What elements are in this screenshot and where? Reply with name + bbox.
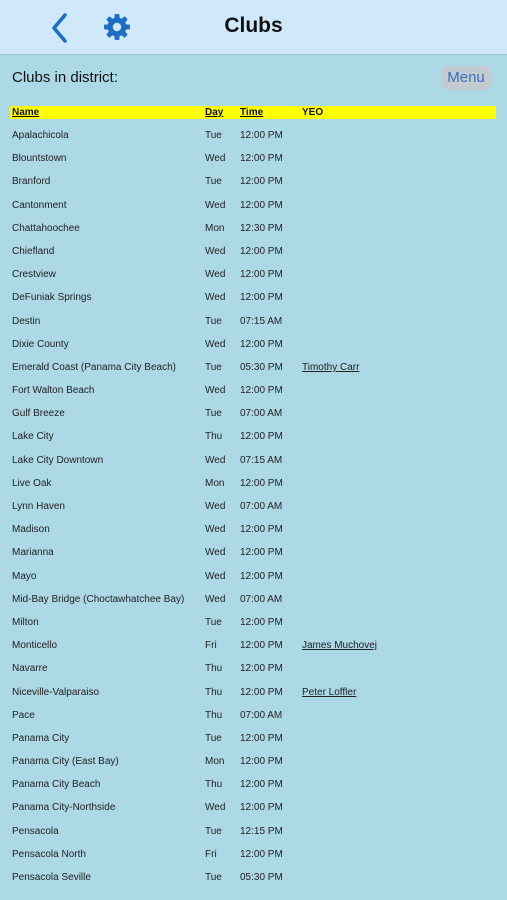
table-row[interactable] <box>10 356 496 379</box>
club-day: Tue <box>205 361 222 373</box>
club-day: Wed <box>205 385 226 397</box>
table-row[interactable] <box>10 495 496 518</box>
club-name: Panama City-Northside <box>12 802 116 814</box>
club-name: Lake City <box>12 431 54 443</box>
club-yeo[interactable]: Timothy Carr <box>302 361 360 373</box>
club-time: 12:00 PM <box>240 199 283 211</box>
club-name: Lake City Downtown <box>12 454 104 466</box>
table-row[interactable] <box>10 263 496 286</box>
club-name: Branford <box>12 176 51 188</box>
club-day: Wed <box>205 524 226 536</box>
club-time: 12:00 PM <box>240 848 283 860</box>
club-name: Pensacola <box>12 825 59 837</box>
club-day: Fri <box>205 848 217 860</box>
menu-button[interactable]: Menu <box>441 66 491 90</box>
club-name: Emerald Coast (Panama City Beach) <box>12 361 176 373</box>
club-day: Thu <box>205 663 223 675</box>
club-day: Thu <box>205 431 223 443</box>
table-row[interactable] <box>10 843 496 866</box>
table-row[interactable] <box>10 379 496 402</box>
club-name: Marianna <box>12 547 54 559</box>
club-day: Wed <box>205 454 226 466</box>
club-time: 12:30 PM <box>240 222 283 234</box>
club-time: 05:30 PM <box>240 361 283 373</box>
club-name: Pace <box>12 709 35 721</box>
club-name: Gulf Breeze <box>12 408 65 420</box>
table-row[interactable] <box>10 310 496 333</box>
club-time: 12:00 PM <box>240 292 283 304</box>
table-header <box>10 106 496 119</box>
club-time: 12:00 PM <box>240 176 283 188</box>
club-name: Milton <box>12 616 39 628</box>
table-row[interactable] <box>10 147 496 170</box>
club-name: Madison <box>12 524 50 536</box>
table-row[interactable] <box>10 472 496 495</box>
table-row[interactable] <box>10 820 496 843</box>
table-row[interactable] <box>10 681 496 704</box>
club-day: Wed <box>205 593 226 605</box>
club-yeo[interactable]: James Muchovej <box>302 640 378 652</box>
table-row[interactable] <box>10 170 496 193</box>
nav-bar <box>0 0 507 55</box>
header-time[interactable]: Time <box>240 107 264 118</box>
table-row[interactable] <box>10 518 496 541</box>
club-day: Wed <box>205 153 226 165</box>
club-day: Wed <box>205 292 226 304</box>
club-time: 12:00 PM <box>240 477 283 489</box>
club-time: 12:00 PM <box>240 640 283 652</box>
club-time: 12:00 PM <box>240 802 283 814</box>
table-row[interactable] <box>10 449 496 472</box>
club-time: 12:00 PM <box>240 547 283 559</box>
club-name: Cantonment <box>12 199 67 211</box>
club-name: Live Oak <box>12 477 52 489</box>
club-day: Mon <box>205 756 225 768</box>
club-day: Thu <box>205 686 223 698</box>
table-row[interactable] <box>10 588 496 611</box>
club-time: 12:00 PM <box>240 779 283 791</box>
table-row[interactable] <box>10 704 496 727</box>
club-day: Fri <box>205 640 217 652</box>
club-name: Dixie County <box>12 338 69 350</box>
club-time: 12:15 PM <box>240 825 283 837</box>
club-name: Mayo <box>12 570 37 582</box>
page-title: Clubs <box>224 14 283 37</box>
header-day[interactable]: Day <box>205 107 224 118</box>
club-name: Lynn Haven <box>12 501 65 512</box>
club-day: Wed <box>205 501 226 512</box>
club-name: Pensacola Seville <box>12 872 91 883</box>
club-name: Chiefland <box>12 245 55 257</box>
table-row[interactable] <box>10 286 496 309</box>
club-name: Mid-Bay Bridge (Choctawhatchee Bay) <box>12 593 185 605</box>
club-day: Tue <box>205 315 222 327</box>
club-time: 12:00 PM <box>240 245 283 257</box>
clubs-table <box>10 106 496 889</box>
club-name: Apalachicola <box>12 130 69 141</box>
table-row[interactable] <box>10 634 496 657</box>
table-row[interactable] <box>10 124 496 147</box>
club-time: 07:15 AM <box>240 454 283 466</box>
club-time: 07:00 AM <box>240 501 283 512</box>
header-yeo: YEO <box>302 107 324 118</box>
club-day: Thu <box>205 709 223 721</box>
table-row[interactable] <box>10 402 496 425</box>
club-day: Wed <box>205 245 226 257</box>
table-row[interactable] <box>10 565 496 588</box>
table-row[interactable] <box>10 611 496 634</box>
club-day: Wed <box>205 802 226 814</box>
table-body <box>10 124 496 889</box>
club-time: 12:00 PM <box>240 732 283 744</box>
club-time: 12:00 PM <box>240 130 283 141</box>
club-time: 12:00 PM <box>240 153 283 165</box>
club-name: Monticello <box>12 640 58 652</box>
club-name: Fort Walton Beach <box>12 385 95 397</box>
club-name: Panama City <box>12 732 70 744</box>
table-row[interactable] <box>10 773 496 796</box>
club-yeo[interactable]: Peter Loffler <box>302 686 357 698</box>
club-time: 12:00 PM <box>240 385 283 397</box>
club-time: 12:00 PM <box>240 524 283 536</box>
club-time: 07:00 AM <box>240 709 283 721</box>
table-row[interactable] <box>10 333 496 356</box>
header-name[interactable]: Name <box>12 107 40 118</box>
club-day: Tue <box>205 825 222 837</box>
club-day: Tue <box>205 408 222 420</box>
club-time: 05:30 PM <box>240 872 283 883</box>
club-time: 07:00 AM <box>240 593 283 605</box>
table-row[interactable] <box>10 425 496 448</box>
club-name: Panama City Beach <box>12 779 101 791</box>
club-name: Niceville-Valparaiso <box>12 686 100 698</box>
table-row[interactable] <box>10 217 496 240</box>
table-row[interactable] <box>10 541 496 564</box>
club-day: Mon <box>205 222 225 234</box>
table-row[interactable] <box>10 240 496 263</box>
club-day: Wed <box>205 570 226 582</box>
table-row[interactable] <box>10 194 496 217</box>
club-time: 12:00 PM <box>240 431 283 443</box>
section-label: Clubs in district: <box>12 69 118 86</box>
club-day: Wed <box>205 199 226 211</box>
club-time: 12:00 PM <box>240 686 283 698</box>
club-day: Tue <box>205 176 222 188</box>
club-day: Tue <box>205 616 222 628</box>
club-name: Pensacola North <box>12 848 86 860</box>
club-time: 12:00 PM <box>240 663 283 675</box>
club-time: 12:00 PM <box>240 338 283 350</box>
club-day: Mon <box>205 477 225 489</box>
club-name: Navarre <box>12 663 48 675</box>
club-name: Crestview <box>12 269 56 281</box>
table-row[interactable] <box>10 796 496 819</box>
table-row[interactable] <box>10 657 496 680</box>
club-time: 12:00 PM <box>240 756 283 768</box>
table-row[interactable] <box>10 727 496 750</box>
club-name: Chattahoochee <box>12 222 80 234</box>
club-day: Tue <box>205 732 222 744</box>
club-name: Panama City (East Bay) <box>12 756 119 768</box>
club-time: 12:00 PM <box>240 269 283 281</box>
club-day: Thu <box>205 779 223 791</box>
club-name: Destin <box>12 315 41 327</box>
club-day: Tue <box>205 130 222 141</box>
club-day: Wed <box>205 269 226 281</box>
club-name: Blountstown <box>12 153 67 165</box>
club-day: Tue <box>205 872 222 883</box>
club-time: 12:00 PM <box>240 616 283 628</box>
table-row[interactable] <box>10 866 496 889</box>
club-day: Wed <box>205 547 226 559</box>
club-day: Wed <box>205 338 226 350</box>
club-name: DeFuniak Springs <box>12 292 92 304</box>
club-time: 07:15 AM <box>240 315 283 327</box>
table-row[interactable] <box>10 750 496 773</box>
club-time: 07:00 AM <box>240 408 283 420</box>
club-time: 12:00 PM <box>240 570 283 582</box>
